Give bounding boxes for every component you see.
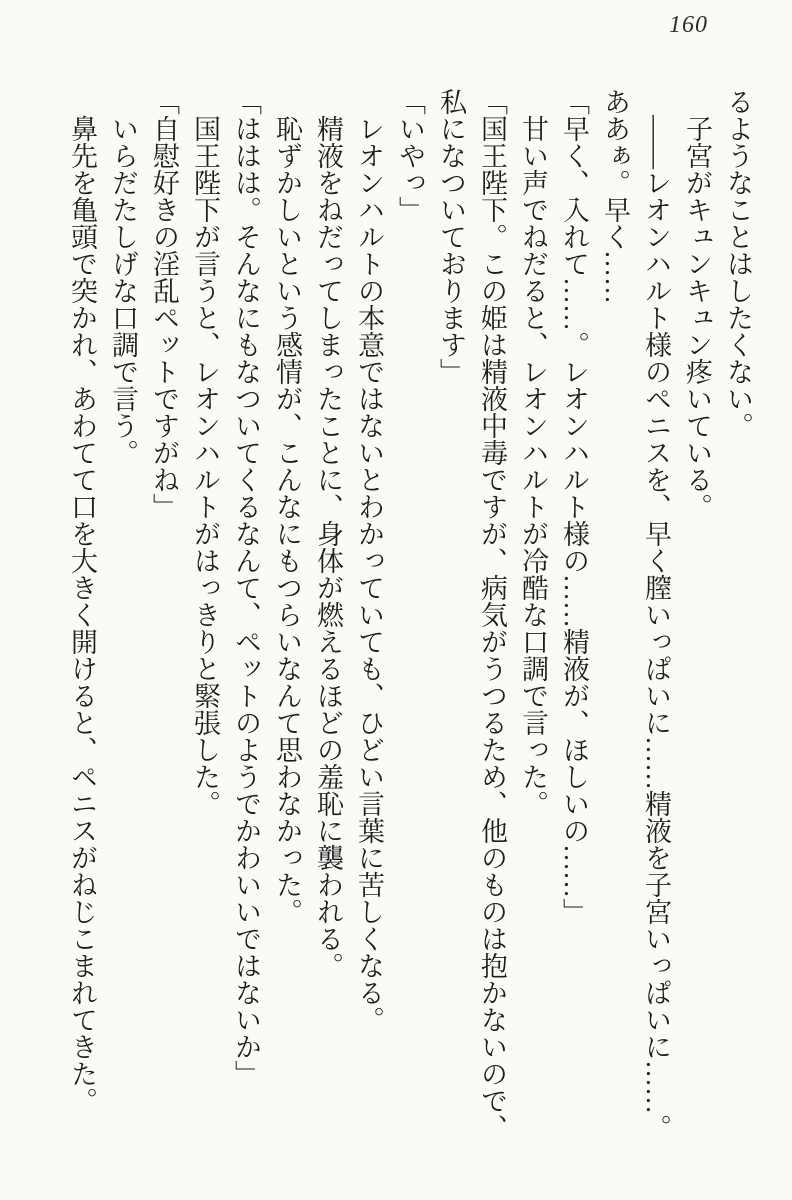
paragraph: 「早く、入れて……。レオンハルト様の……精液が、ほしいの……」: [559, 88, 589, 925]
paragraph: 甘い声でねだると、レオンハルトが冷酷な口調で言った。: [518, 115, 548, 817]
paragraph: 「自慰好きの淫乱ペットですがね」: [149, 88, 179, 520]
paragraph: 精液をねだってしまったことに、身体が燃えるほどの羞恥に襲われる。: [313, 115, 343, 979]
paragraph: 恥ずかしいという感情が、こんなにもつらいなんて思わなかった。: [272, 115, 302, 925]
paragraph: るようなことはしたくない。: [723, 88, 753, 439]
paragraph: ああぁ。早く……: [600, 88, 630, 304]
paragraph: いらだたしげな口調で言う。: [108, 115, 138, 466]
paragraph: 国王陛下が言うと、レオンハルトがはっきりと緊張した。: [190, 115, 220, 817]
paragraph: 子宮がキュンキュン疼いている。: [682, 115, 712, 520]
paragraph: 鼻先を亀頭で突かれ、あわてて口を大きく開けると、ペニスがねじこまれてきた。: [67, 115, 97, 1114]
page-text-body: [61, 88, 758, 1146]
paragraph: ――レオンハルト様のペニスを、早く膣いっぱいに……精液を子宮いっぱいに……。: [641, 115, 671, 1141]
paragraph: 「ははは。そんなにもなついてくるなんて、ペットのようでかわいいではないか」: [231, 88, 261, 1087]
paragraph: 「いやっ」: [395, 88, 425, 223]
paragraph: レオンハルトの本意ではないとわかっていても、ひどい言葉に苦しくなる。: [354, 115, 384, 1033]
page-number: 160: [669, 12, 708, 38]
paragraph: 「国王陛下。この姫は精液中毒ですが、病気がうつるため、他のものは抱かないので、私になついております」: [436, 88, 507, 1141]
